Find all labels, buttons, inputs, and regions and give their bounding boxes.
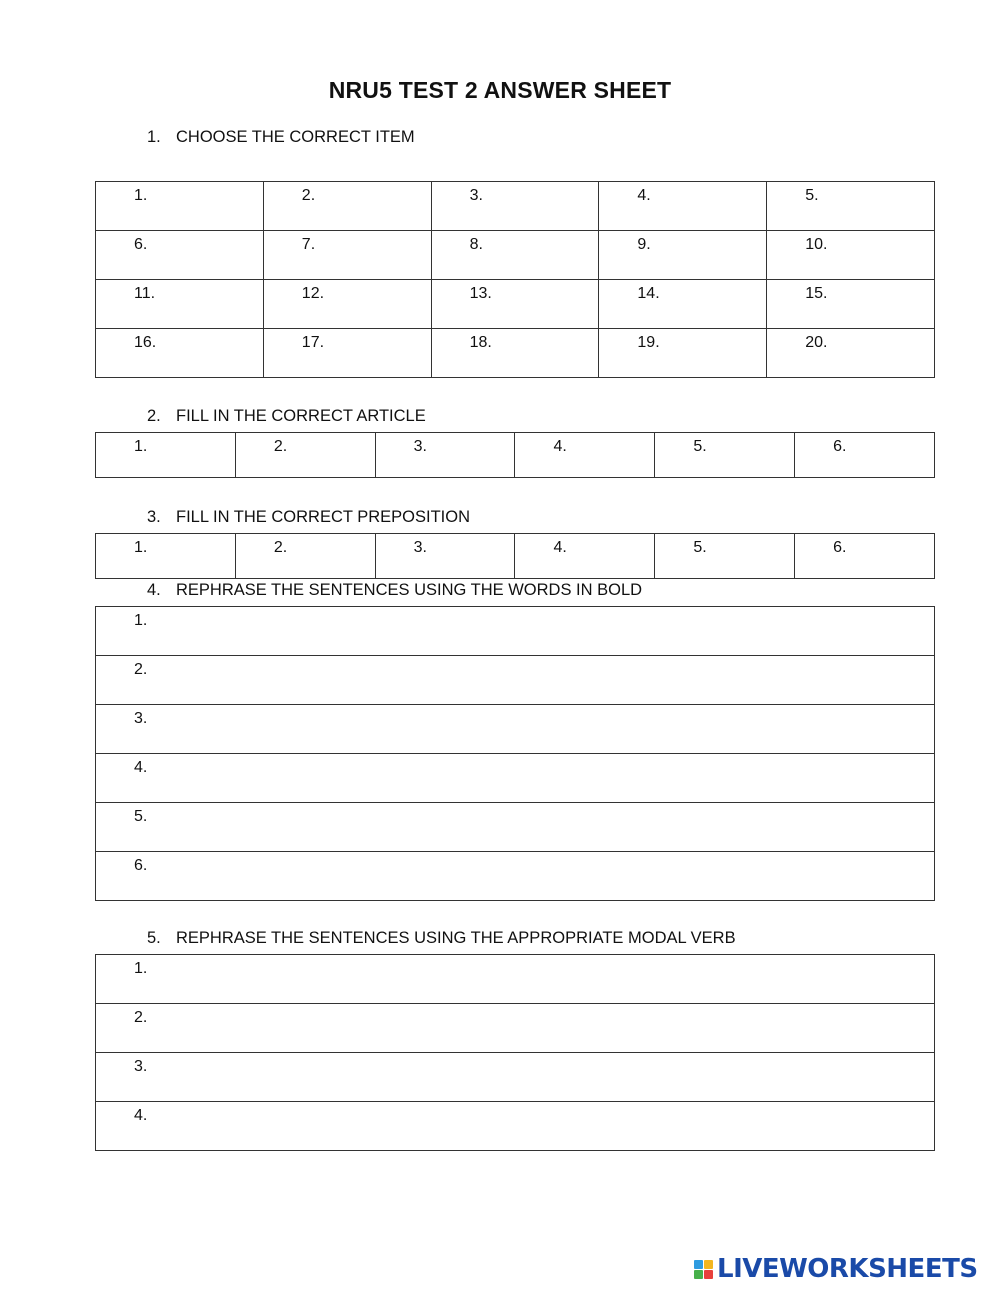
answer-cell[interactable] [263,182,431,231]
answer-number: 6. [833,438,847,455]
answer-cell[interactable] [96,705,935,754]
answer-cell[interactable] [96,534,236,579]
answer-table-1 [95,181,935,378]
answer-cell[interactable] [375,433,515,478]
answer-cell[interactable] [96,803,935,852]
table-row [96,182,935,231]
answer-number: 10. [805,236,828,253]
answer-cell[interactable] [96,329,264,378]
answer-cell[interactable] [96,607,935,656]
section-1-heading [147,128,415,147]
section-label: CHOOSE THE CORRECT ITEM [176,128,415,146]
answer-number: 2. [301,187,316,204]
section-number: 4. [147,581,161,599]
answer-cell[interactable] [767,329,935,378]
liveworksheets-logo [694,1254,978,1284]
table-row [96,280,935,329]
page-title: NRU5 TEST 2 ANSWER SHEET [328,77,672,103]
answer-number: 20. [805,334,828,351]
answer-number: 4. [637,187,651,204]
answer-number: 9. [637,236,651,253]
answer-number: 12. [301,285,325,302]
answer-number: 13. [469,285,492,302]
answer-cell[interactable] [235,534,375,579]
answer-number: 1. [134,438,148,455]
answer-number: 6. [134,236,148,253]
answer-cell[interactable] [263,280,431,329]
answer-number: 16. [134,334,157,351]
answer-cell[interactable] [96,1004,935,1053]
answer-cell[interactable] [599,329,767,378]
answer-cell[interactable] [795,534,935,579]
table-row [96,329,935,378]
answer-number: 19. [637,334,660,351]
table-row [96,1004,935,1053]
section-label: FILL IN THE CORRECT PREPOSITION [176,508,470,526]
answer-number: 6. [134,857,148,874]
logo-text: LIVEWORKSHEETS [717,1254,978,1284]
answer-cell[interactable] [96,1053,935,1102]
answer-cell[interactable] [431,280,599,329]
answer-number: 18. [469,334,492,351]
answer-number: 4. [553,539,567,556]
answer-cell[interactable] [96,433,236,478]
answer-number: 15. [805,285,828,302]
answer-cell[interactable] [767,231,935,280]
answer-cell[interactable] [96,852,935,901]
answer-number: 2. [273,438,288,455]
answer-cell[interactable] [431,329,599,378]
answer-cell[interactable] [96,1102,935,1151]
answer-number: 7. [301,236,316,253]
section-number: 5. [147,929,161,947]
answer-cell[interactable] [96,754,935,803]
section-2-heading [147,407,426,426]
table-row [96,852,935,901]
section-label: REPHRASE THE SENTENCES USING THE APPROPRIATE MODAL VERB [176,929,736,947]
table-row [96,705,935,754]
answer-cell[interactable] [96,231,264,280]
answer-number: 6. [833,539,847,556]
table-row [96,433,935,478]
table-row [96,534,935,579]
answer-cell[interactable] [655,534,795,579]
answer-cell[interactable] [795,433,935,478]
answer-cell[interactable] [96,280,264,329]
answer-number: 4. [134,1107,148,1124]
answer-number: 5. [805,187,819,204]
section-number: 2. [147,407,161,425]
section-number: 1. [147,128,161,146]
answer-table-4 [95,606,935,901]
answer-cell[interactable] [235,433,375,478]
table-row [96,1053,935,1102]
answer-number: 3. [134,1058,148,1075]
table-row [96,803,935,852]
logo-blocks-icon [694,1256,714,1282]
answer-cell[interactable] [375,534,515,579]
answer-number: 17. [301,334,325,351]
answer-number: 2. [134,661,148,678]
answer-cell[interactable] [515,534,655,579]
section-number: 3. [147,508,161,526]
answer-table-2 [95,432,935,478]
answer-number: 1. [134,187,148,204]
answer-number: 1. [134,612,148,629]
answer-cell[interactable] [96,656,935,705]
answer-number: 1. [134,539,148,556]
table-row [96,754,935,803]
answer-number: 2. [273,539,288,556]
answer-table-5 [95,954,935,1151]
section-3-heading [147,508,470,527]
section-5-heading [147,929,736,948]
answer-cell[interactable] [431,231,599,280]
table-row [96,1102,935,1151]
table-row [96,231,935,280]
answer-cell[interactable] [515,433,655,478]
answer-number: 5. [134,808,148,825]
answer-number: 5. [693,438,707,455]
table-row [96,607,935,656]
answer-number: 5. [693,539,707,556]
answer-number: 14. [637,285,660,302]
answer-number: 3. [413,539,427,556]
section-4-heading [147,581,642,600]
answer-cell[interactable] [96,955,935,1004]
answer-table-3 [95,533,935,579]
answer-number: 4. [553,438,567,455]
answer-cell[interactable] [599,182,767,231]
section-label: REPHRASE THE SENTENCES USING THE WORDS IN BOLD [176,581,643,599]
table-row [96,955,935,1004]
answer-cell[interactable] [263,329,431,378]
answer-cell[interactable] [655,433,795,478]
answer-cell[interactable] [767,280,935,329]
answer-cell[interactable] [96,182,264,231]
answer-number: 3. [413,438,427,455]
answer-cell[interactable] [263,231,431,280]
answer-cell[interactable] [767,182,935,231]
answer-number: 8. [469,236,483,253]
answer-cell[interactable] [599,231,767,280]
answer-number: 3. [134,710,148,727]
answer-number: 11. [134,285,156,302]
answer-cell[interactable] [431,182,599,231]
answer-number: 4. [134,759,148,776]
answer-number: 1. [134,960,148,977]
answer-cell[interactable] [599,280,767,329]
table-row [96,656,935,705]
answer-number: 3. [469,187,483,204]
section-label: FILL IN THE CORRECT ARTICLE [176,407,426,425]
answer-number: 2. [134,1009,148,1026]
